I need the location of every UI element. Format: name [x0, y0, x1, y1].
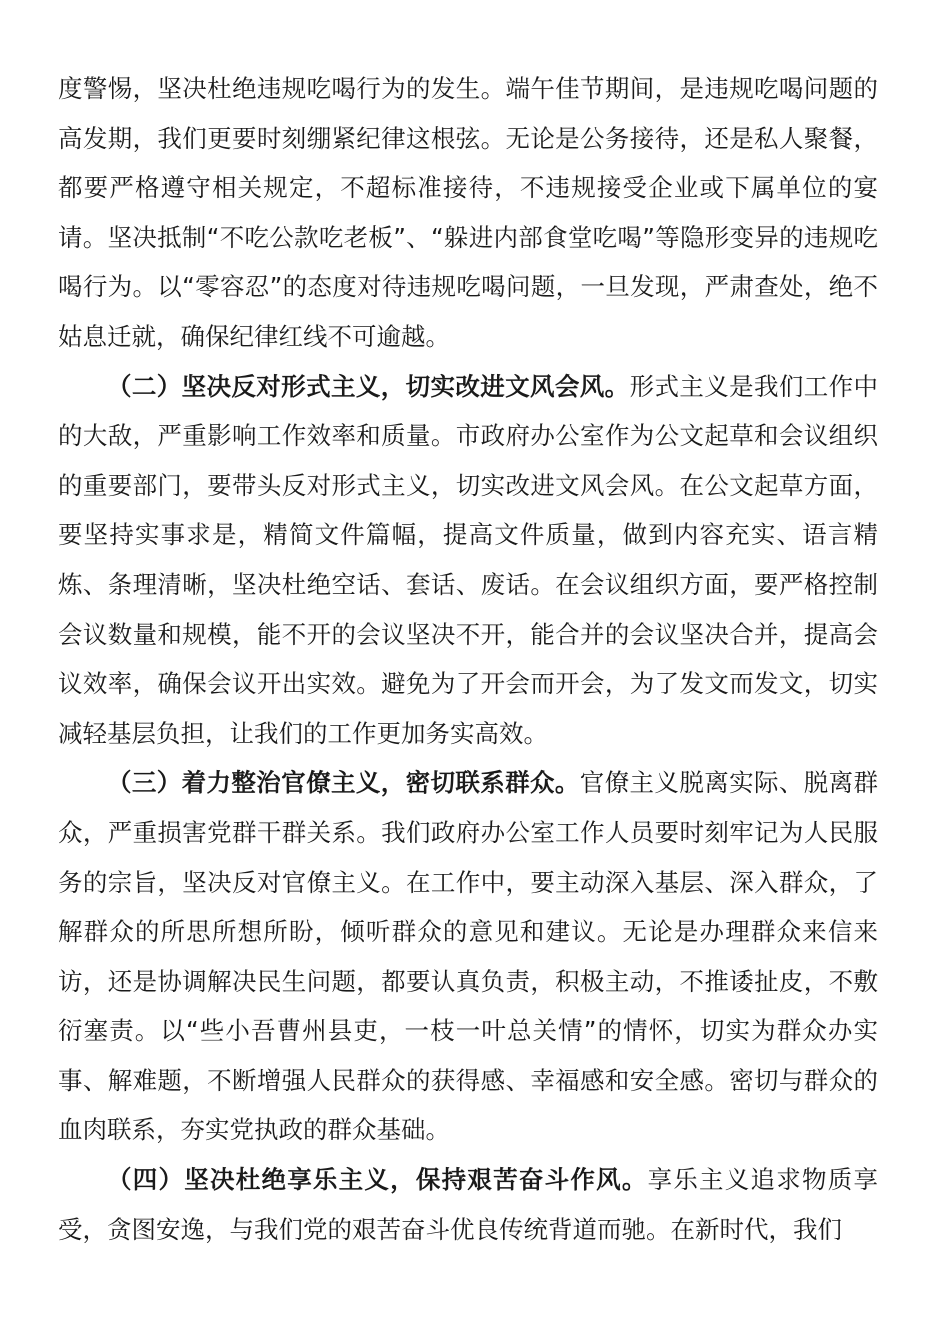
section-heading: （三）着力整治官僚主义，密切联系群众。	[107, 768, 580, 798]
section-heading: （四）坚决杜绝享乐主义，保持艰苦奋斗作风。	[107, 1165, 648, 1195]
paragraph-body: 度警惕，坚决杜绝违规吃喝行为的发生。端午佳节期间，是违规吃喝问题的高发期，我们更要时刻绷紧纪律这根弦。无论是公务接待，还是私人聚餐，都要严格遵守相关规定，不超标准接待，不违规接受企业或下属单位的宴请。坚决抵制“不吃公款吃老板”、“躲进内部食堂吃喝”等隐形变异的违规吃喝行为。以“零容忍”的态度对待违规吃喝问题，一旦发现，严肃查处，绝不姑息迁就，确保纪律红线不可逾越。	[58, 74, 878, 351]
paragraph-section-3	[58, 758, 878, 1155]
paragraph-section-2	[58, 362, 878, 759]
paragraph-continuation	[58, 64, 878, 362]
section-heading: （二）坚决反对形式主义，切实改进文风会风。	[107, 371, 630, 401]
document-page	[58, 64, 878, 1254]
paragraph-body: 官僚主义脱离实际、脱离群众，严重损害党群干群关系。我们政府办公室工作人员要时刻牢记为人民服务的宗旨，坚决反对官僚主义。在工作中，要主动深入基层、深入群众，了解群众的所思所想所盼，倾听群众的意见和建议。无论是办理群众来信来访，还是协调解决民生问题，都要认真负责，积极主动，不推诿扯皮，不敷衍塞责。以“些小吾曹州县吏，一枝一叶总关情”的情怀，切实为群众办实事、解难题，不断增强人民群众的获得感、幸福感和安全感。密切与群众的血肉联系，夯实党执政的群众基础。	[58, 768, 878, 1145]
paragraph-body: 形式主义是我们工作中的大敌，严重影响工作效率和质量。市政府办公室作为公文起草和会议组织的重要部门，要带头反对形式主义，切实改进文风会风。在公文起草方面，要坚持实事求是，精简文件篇幅，提高文件质量，做到内容充实、语言精炼、条理清晰，坚决杜绝空话、套话、废话。在会议组织方面，要严格控制会议数量和规模，能不开的会议坚决不开，能合并的会议坚决合并，提高会议效率，确保会议开出实效。避免为了开会而开会，为了发文而发文，切实减轻基层负担，让我们的工作更加务实高效。	[58, 371, 879, 748]
paragraph-body: 享乐主义追求物质享受，贪图安逸，与我们党的艰苦奋斗优良传统背道而驰。在新时代，我们	[58, 1165, 879, 1244]
paragraph-section-4	[58, 1155, 878, 1254]
